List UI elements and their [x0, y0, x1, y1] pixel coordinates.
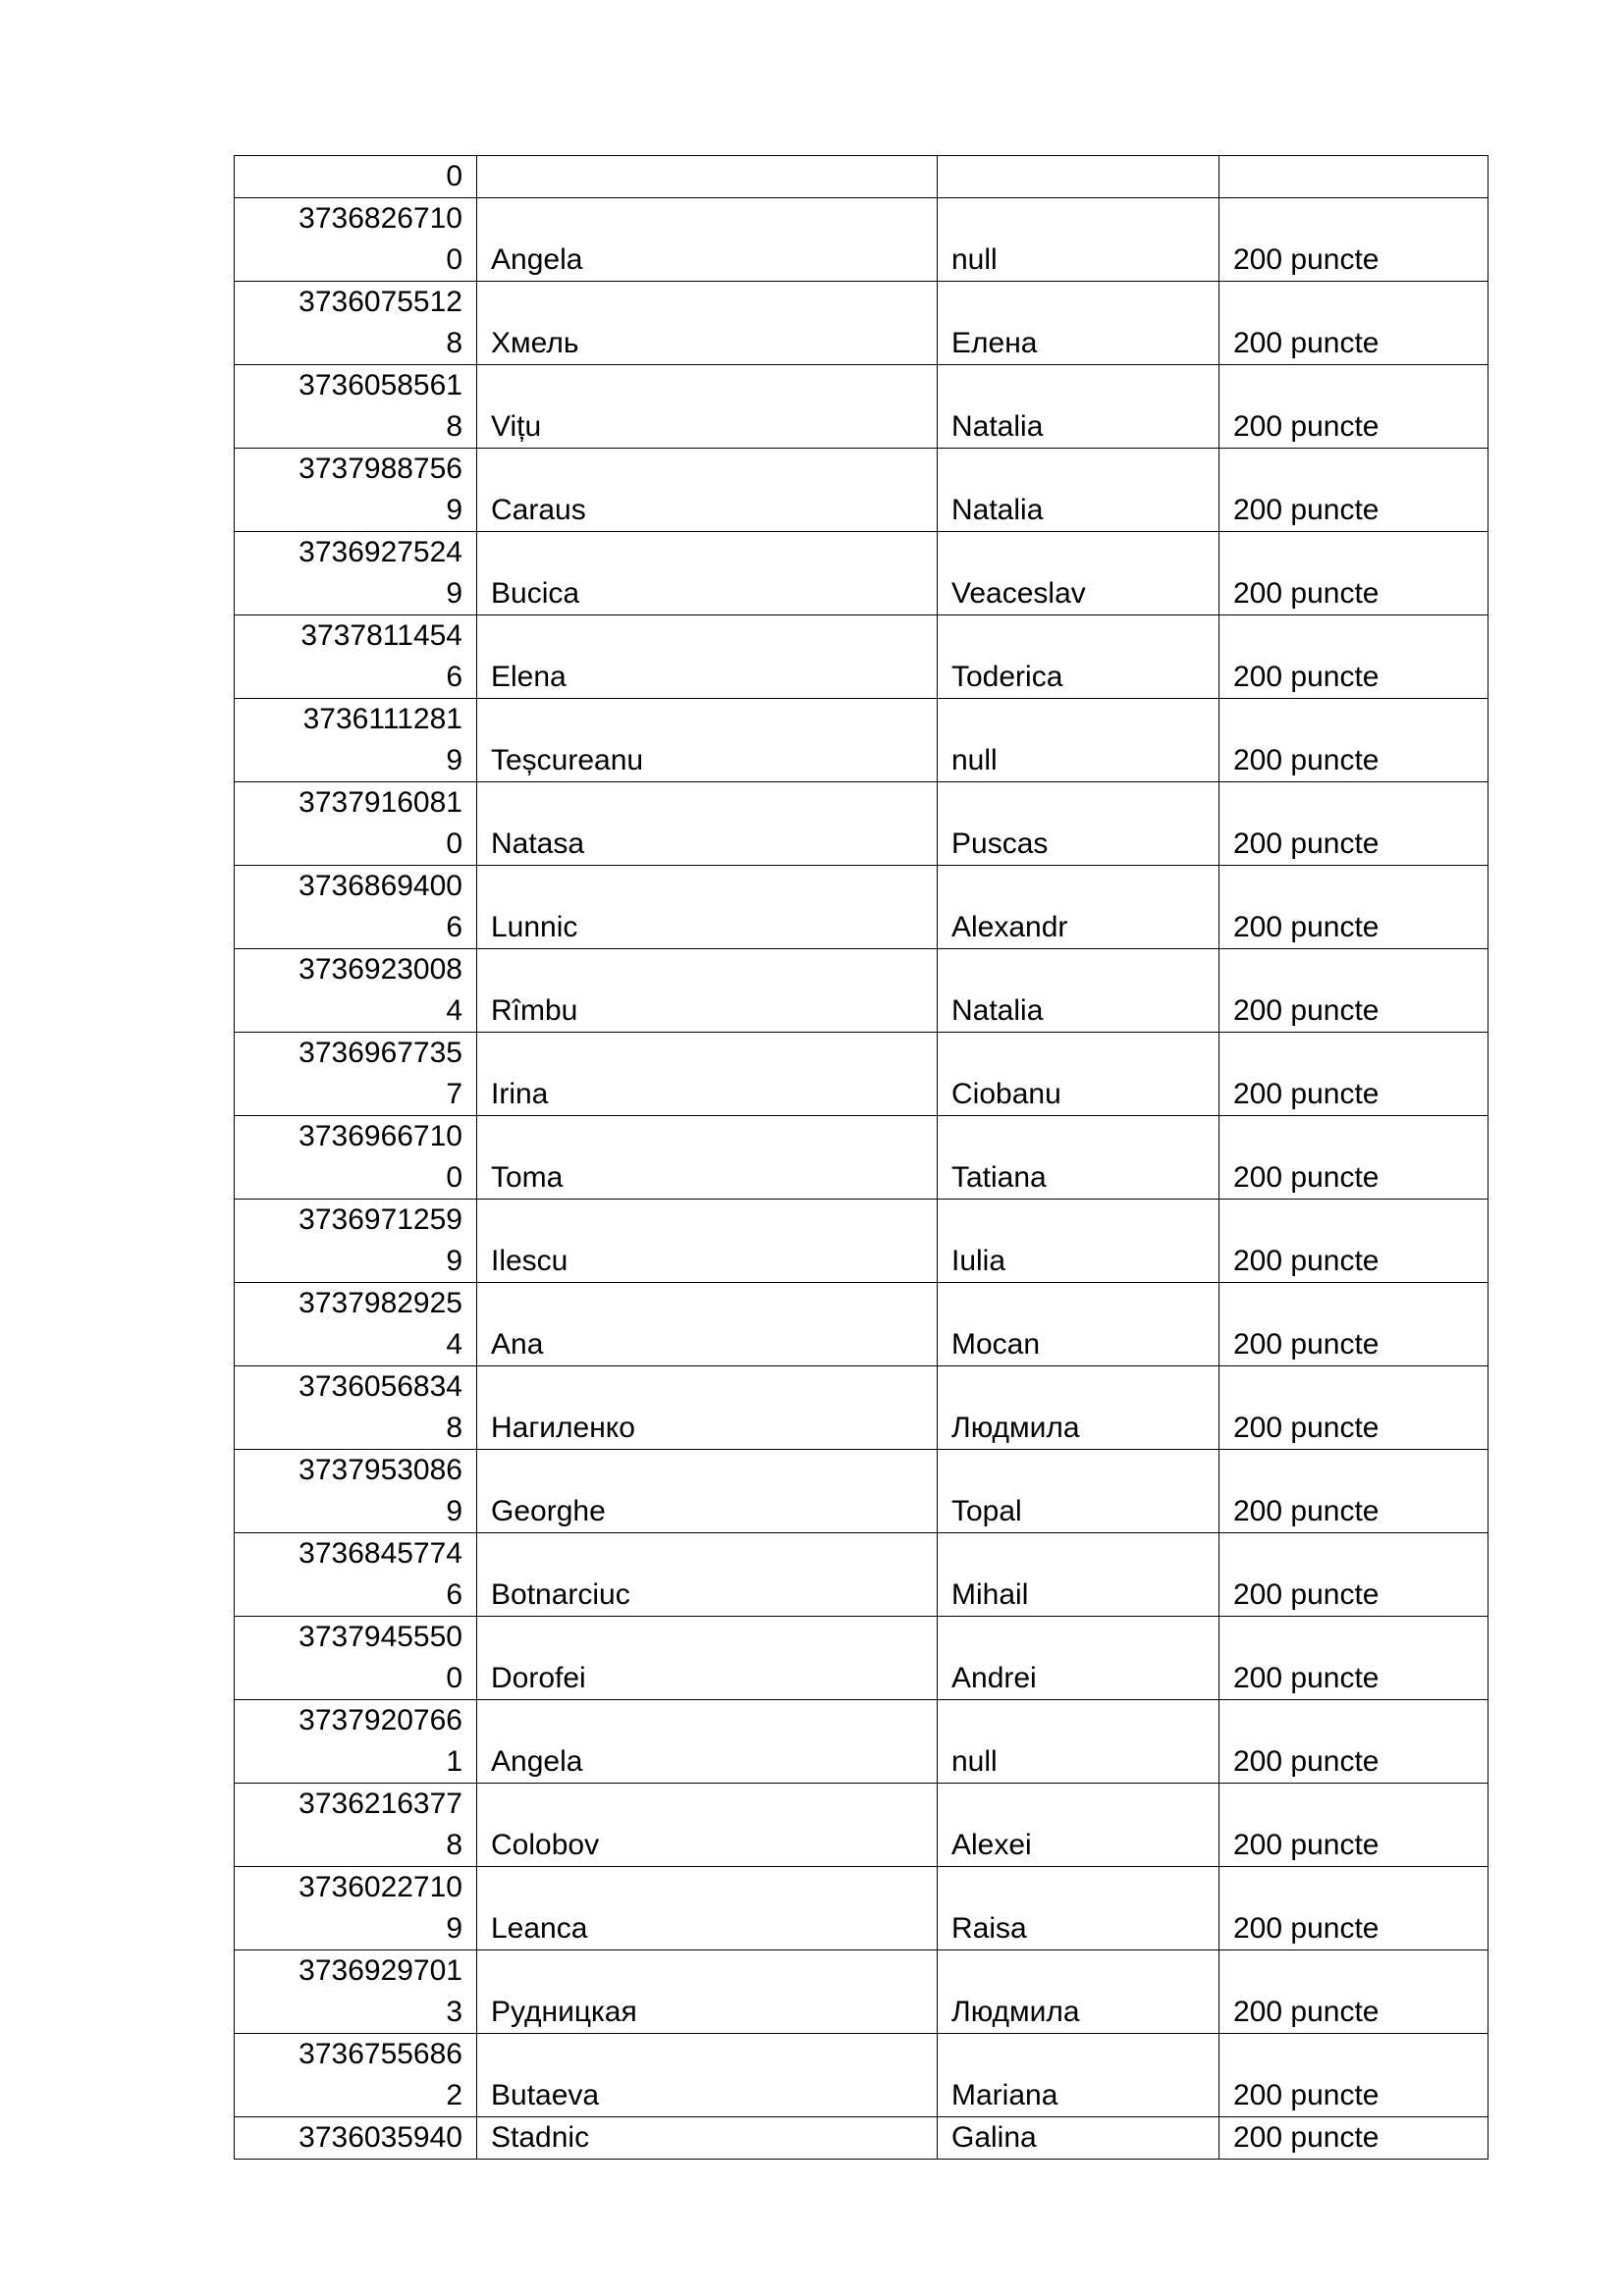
points-cell: 200 puncte: [1219, 1784, 1489, 1867]
second-name-cell: Людмила: [938, 1950, 1219, 2034]
phone-cell: [235, 449, 477, 532]
phone-head: 3737811454: [300, 619, 462, 652]
participants-table-body: [235, 156, 1489, 2160]
points-cell: 200 puncte: [1219, 1033, 1489, 1116]
points-cell: 200 puncte: [1219, 949, 1489, 1033]
points-cell: 200 puncte: [1219, 782, 1489, 866]
name-cell: Georghe: [477, 1450, 938, 1533]
points-cell: 200 puncte: [1219, 2034, 1489, 2117]
phone-cell: [235, 866, 477, 949]
table-row: [235, 449, 1489, 532]
phone-cell: [235, 365, 477, 449]
table-row: [235, 365, 1489, 449]
points-cell: 200 puncte: [1219, 2117, 1489, 2160]
phone-cell: [235, 1700, 477, 1784]
points-cell: 200 puncte: [1219, 699, 1489, 782]
table-row: [235, 866, 1489, 949]
name-cell: Irina: [477, 1033, 938, 1116]
table-row: [235, 2034, 1489, 2117]
phone-head: 3736022710: [298, 1871, 462, 1903]
name-cell: Teșcureanu: [477, 699, 938, 782]
name-cell: Ilescu: [477, 1200, 938, 1283]
phone-cell: [235, 282, 477, 365]
name-cell: Leanca: [477, 1867, 938, 1950]
phone-cell: [235, 1283, 477, 1366]
phone-head: 3736967735: [298, 1037, 462, 1069]
phone-head: 3736058561: [298, 369, 462, 401]
phone-tail: 9: [446, 1495, 462, 1527]
name-cell: Нагиленко: [477, 1366, 938, 1450]
phone-cell: [235, 782, 477, 866]
points-cell: 200 puncte: [1219, 1950, 1489, 2034]
table-row: [235, 782, 1489, 866]
table-row: [235, 1200, 1489, 1283]
name-cell: Botnarciuc: [477, 1533, 938, 1617]
phone-tail: 4: [446, 994, 462, 1027]
second-name-cell: Galina: [938, 2117, 1219, 2160]
table-row: [235, 1033, 1489, 1116]
points-cell: [1219, 156, 1489, 198]
phone-cell: [235, 699, 477, 782]
table-row: [235, 1366, 1489, 1450]
points-cell: 200 puncte: [1219, 1116, 1489, 1200]
phone-tail: 4: [446, 1328, 462, 1361]
points-cell: 200 puncte: [1219, 449, 1489, 532]
second-name-cell: Alexei: [938, 1784, 1219, 1867]
phone-head: 3736927524: [298, 536, 462, 568]
name-cell: Lunnic: [477, 866, 938, 949]
phone-cell: [235, 2034, 477, 2117]
phone-head: 3736966710: [298, 1120, 462, 1152]
name-cell: Рудницкая: [477, 1950, 938, 2034]
points-cell: 200 puncte: [1219, 1867, 1489, 1950]
phone-tail: 0: [446, 243, 462, 276]
phone-tail: 9: [446, 1245, 462, 1277]
phone-head: 3737953086: [298, 1454, 462, 1486]
phone-tail: 0: [446, 160, 462, 192]
table-row: [235, 699, 1489, 782]
phone-cell: [235, 156, 477, 198]
table-row: [235, 2117, 1489, 2160]
name-cell: Angela: [477, 1700, 938, 1784]
second-name-cell: Natalia: [938, 949, 1219, 1033]
phone-tail: 3: [446, 1996, 462, 2028]
second-name-cell: Alexandr: [938, 866, 1219, 949]
second-name-cell: Iulia: [938, 1200, 1219, 1283]
phone-cell: [235, 949, 477, 1033]
name-cell: Elena: [477, 615, 938, 699]
table-row: [235, 1950, 1489, 2034]
phone-head: 3737945550: [298, 1621, 462, 1653]
phone-head: 3736056834: [298, 1370, 462, 1403]
name-cell: Toma: [477, 1116, 938, 1200]
second-name-cell: Ciobanu: [938, 1033, 1219, 1116]
phone-tail: 8: [446, 1829, 462, 1861]
phone-head: 3736075512: [298, 286, 462, 318]
phone-cell: [235, 1033, 477, 1116]
table-row: [235, 532, 1489, 615]
phone-head: 3737982925: [298, 1287, 462, 1319]
table-row: [235, 1784, 1489, 1867]
phone-head: 3736826710: [298, 202, 462, 235]
name-cell: Natasa: [477, 782, 938, 866]
name-cell: Stadnic: [477, 2117, 938, 2160]
name-cell: Dorofei: [477, 1617, 938, 1700]
table-row: [235, 282, 1489, 365]
phone-tail: 6: [446, 661, 462, 693]
phone-cell: [235, 1950, 477, 2034]
phone-cell: [235, 615, 477, 699]
second-name-cell: Topal: [938, 1450, 1219, 1533]
second-name-cell: Veaceslav: [938, 532, 1219, 615]
points-cell: 200 puncte: [1219, 866, 1489, 949]
points-cell: 200 puncte: [1219, 1200, 1489, 1283]
points-cell: 200 puncte: [1219, 198, 1489, 282]
table-row: [235, 1533, 1489, 1617]
second-name-cell: Людмила: [938, 1366, 1219, 1450]
phone-tail: 9: [446, 744, 462, 776]
points-cell: 200 puncte: [1219, 282, 1489, 365]
table-row: [235, 1450, 1489, 1533]
name-cell: Colobov: [477, 1784, 938, 1867]
phone-tail: 6: [446, 1578, 462, 1611]
second-name-cell: Natalia: [938, 449, 1219, 532]
name-cell: Rîmbu: [477, 949, 938, 1033]
phone-cell: [235, 1533, 477, 1617]
points-cell: 200 puncte: [1219, 532, 1489, 615]
table-row: [235, 1283, 1489, 1366]
phone-head: 3736869400: [298, 870, 462, 902]
phone-cell: [235, 1116, 477, 1200]
phone-head: 3737988756: [298, 453, 462, 485]
participants-table: [234, 155, 1489, 2160]
second-name-cell: Mihail: [938, 1533, 1219, 1617]
name-cell: Хмель: [477, 282, 938, 365]
phone-tail: 0: [446, 828, 462, 860]
points-cell: 200 puncte: [1219, 1450, 1489, 1533]
phone-tail: 8: [446, 327, 462, 359]
points-cell: 200 puncte: [1219, 1533, 1489, 1617]
points-cell: 200 puncte: [1219, 615, 1489, 699]
second-name-cell: Елена: [938, 282, 1219, 365]
phone-cell: [235, 1867, 477, 1950]
phone-head: 3736929701: [298, 1954, 462, 1987]
phone-tail: 6: [446, 911, 462, 943]
phone-head: 3737916081: [298, 786, 462, 819]
phone-tail: 9: [446, 577, 462, 610]
table-row: [235, 615, 1489, 699]
phone-cell: [235, 1366, 477, 1450]
name-cell: Vițu: [477, 365, 938, 449]
phone-tail: 2: [446, 2079, 462, 2111]
phone-head: 3736971259: [298, 1203, 462, 1236]
table-row: [235, 1700, 1489, 1784]
table-row: [235, 156, 1489, 198]
second-name-cell: Puscas: [938, 782, 1219, 866]
phone-head: 3736216377: [298, 1788, 462, 1820]
second-name-cell: null: [938, 699, 1219, 782]
phone-tail: 0: [446, 1662, 462, 1694]
points-cell: 200 puncte: [1219, 1283, 1489, 1366]
second-name-cell: null: [938, 198, 1219, 282]
table-row: [235, 1116, 1489, 1200]
name-cell: Ana: [477, 1283, 938, 1366]
phone-head: 3736845774: [298, 1537, 462, 1570]
table-row: [235, 1867, 1489, 1950]
points-cell: 200 puncte: [1219, 365, 1489, 449]
name-cell: Caraus: [477, 449, 938, 532]
second-name-cell: Tatiana: [938, 1116, 1219, 1200]
table-row: [235, 198, 1489, 282]
second-name-cell: [938, 156, 1219, 198]
name-cell: Angela: [477, 198, 938, 282]
phone-cell: [235, 1784, 477, 1867]
phone-cell: [235, 1617, 477, 1700]
table-row: [235, 949, 1489, 1033]
phone-head: 3736755686: [298, 2038, 462, 2070]
phone-head: 3737920766: [298, 1704, 462, 1736]
name-cell: Bucica: [477, 532, 938, 615]
phone-tail: 8: [446, 1412, 462, 1444]
second-name-cell: null: [938, 1700, 1219, 1784]
phone-tail: 1: [446, 1745, 462, 1778]
table-row: [235, 1617, 1489, 1700]
phone-cell: 3736035940: [235, 2117, 477, 2160]
phone-head: 3736923008: [298, 953, 462, 986]
second-name-cell: Toderica: [938, 615, 1219, 699]
phone-tail: 8: [446, 410, 462, 443]
phone-head: 3736111281: [302, 703, 462, 735]
second-name-cell: Andrei: [938, 1617, 1219, 1700]
points-cell: 200 puncte: [1219, 1366, 1489, 1450]
phone-cell: [235, 1200, 477, 1283]
second-name-cell: Mocan: [938, 1283, 1219, 1366]
phone-cell: [235, 532, 477, 615]
second-name-cell: Natalia: [938, 365, 1219, 449]
second-name-cell: Raisa: [938, 1867, 1219, 1950]
phone-tail: 9: [446, 494, 462, 526]
phone-tail: 7: [446, 1078, 462, 1110]
points-cell: 200 puncte: [1219, 1700, 1489, 1784]
second-name-cell: Mariana: [938, 2034, 1219, 2117]
phone-cell: [235, 1450, 477, 1533]
name-cell: Butaeva: [477, 2034, 938, 2117]
name-cell: [477, 156, 938, 198]
phone-cell: [235, 198, 477, 282]
points-cell: 200 puncte: [1219, 1617, 1489, 1700]
phone-tail: 9: [446, 1912, 462, 1945]
phone-tail: 0: [446, 1161, 462, 1194]
